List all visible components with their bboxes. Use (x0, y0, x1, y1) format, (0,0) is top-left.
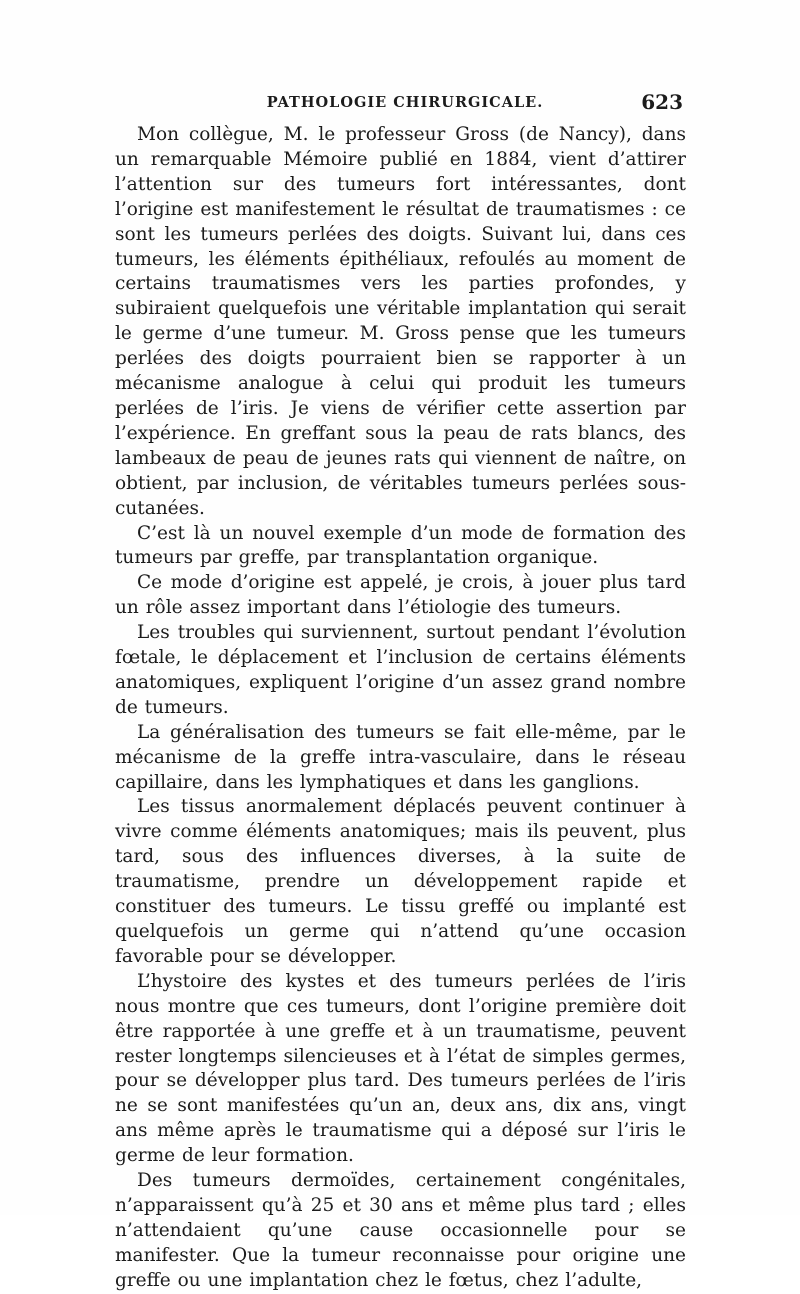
paragraph-greffe-example: C’est là un nouvel exemple d’un mode de formation des tumeurs par greffe, par transplantation organique. (115, 522, 686, 569)
page-number: 623 (641, 90, 683, 114)
paragraph-gross-memoir: Mon collègue, M. le professeur Gross (de Nancy), dans un remarquable Mémoire publié en 1884, vient d’attirer l’attention sur des tumeurs fort intéressantes, dont l’origine est manifestement le résultat de traumatismes : ce sont les tumeurs perlées des doigts. Suivant lui, dans ces tumeurs, les éléments épithéliaux, refoulés au moment de certains traumatismes vers les parties profondes, y subiraient quelquefois une véritable implantation qui serait le germe d’une tumeur. M. Gross pense que les tumeurs perlées des doigts pourraient bien se rapporter à un mécanisme analogue à celui qui produit les tumeurs perlées de l’iris. Je viens de vérifier cette assertion par l’expérience. En greffant sous la peau de rats blancs, des lambeaux de peau de jeunes rats qui viennent de naître, on obtient, par inclusion, de véritables tumeurs perlées sous-cutanées. (115, 124, 686, 519)
running-head (115, 90, 685, 120)
body-text (115, 123, 686, 1294)
paragraph-tissus-deplaces: Les tissus anormalement déplacés peuvent continuer à vivre comme éléments anatomiques; mais ils peuvent, plus tard, sous des influences diverses, à la suite de traumatisme, prendre un développement rapide et constituer des tumeurs. Le tissu greffé ou implanté est quelquefois un germe qui n’attend qu’une occasion favorable pour se développer. (115, 796, 686, 967)
paragraph-generalisation: La généralisation des tumeurs se fait elle-même, par le mécanisme de la greffe intra-vasculaire, dans le réseau capillaire, dans les lymphatiques et dans les ganglions. (115, 721, 686, 793)
paragraph-tumeurs-dermoides: Des tumeurs dermoïdes, certainement congénitales, n’apparaissent qu’à 25 et 30 ans et même plus tard ; elles n’attendaient qu’une cause occasionnelle pour se manifester. Que la tumeur reconnaisse pour origine une greffe ou une implantation chez le fœtus, chez l’adulte, (115, 1170, 686, 1291)
paragraph-troubles-foetaux: Les troubles qui surviennent, surtout pendant l’évolution fœtale, le déplacement et l’inclusion de certains éléments anatomiques, expliquent l’origine d’un assez grand nombre de tumeurs. (115, 622, 686, 718)
paragraph-kystes-iris: L’hystoire des kystes et des tumeurs perlées de l’iris nous montre que ces tumeurs, dont l’origine première doit être rapportée à une greffe et à un traumatisme, peuvent rester longtemps silencieuses et à l’état de simples germes, pour se développer plus tard. Des tumeurs perlées de l’iris ne se sont manifestées qu’un an, deux ans, dix ans, vingt ans même après le traumatisme qui a déposé sur l’iris le germe de leur formation. (115, 970, 686, 1167)
running-title: PATHOLOGIE CHIRURGICALE. (266, 94, 544, 111)
paragraph-etiologie: Ce mode d’origine est appelé, je crois, à jouer plus tard un rôle assez important dans l’étiologie des tumeurs. (115, 572, 686, 619)
